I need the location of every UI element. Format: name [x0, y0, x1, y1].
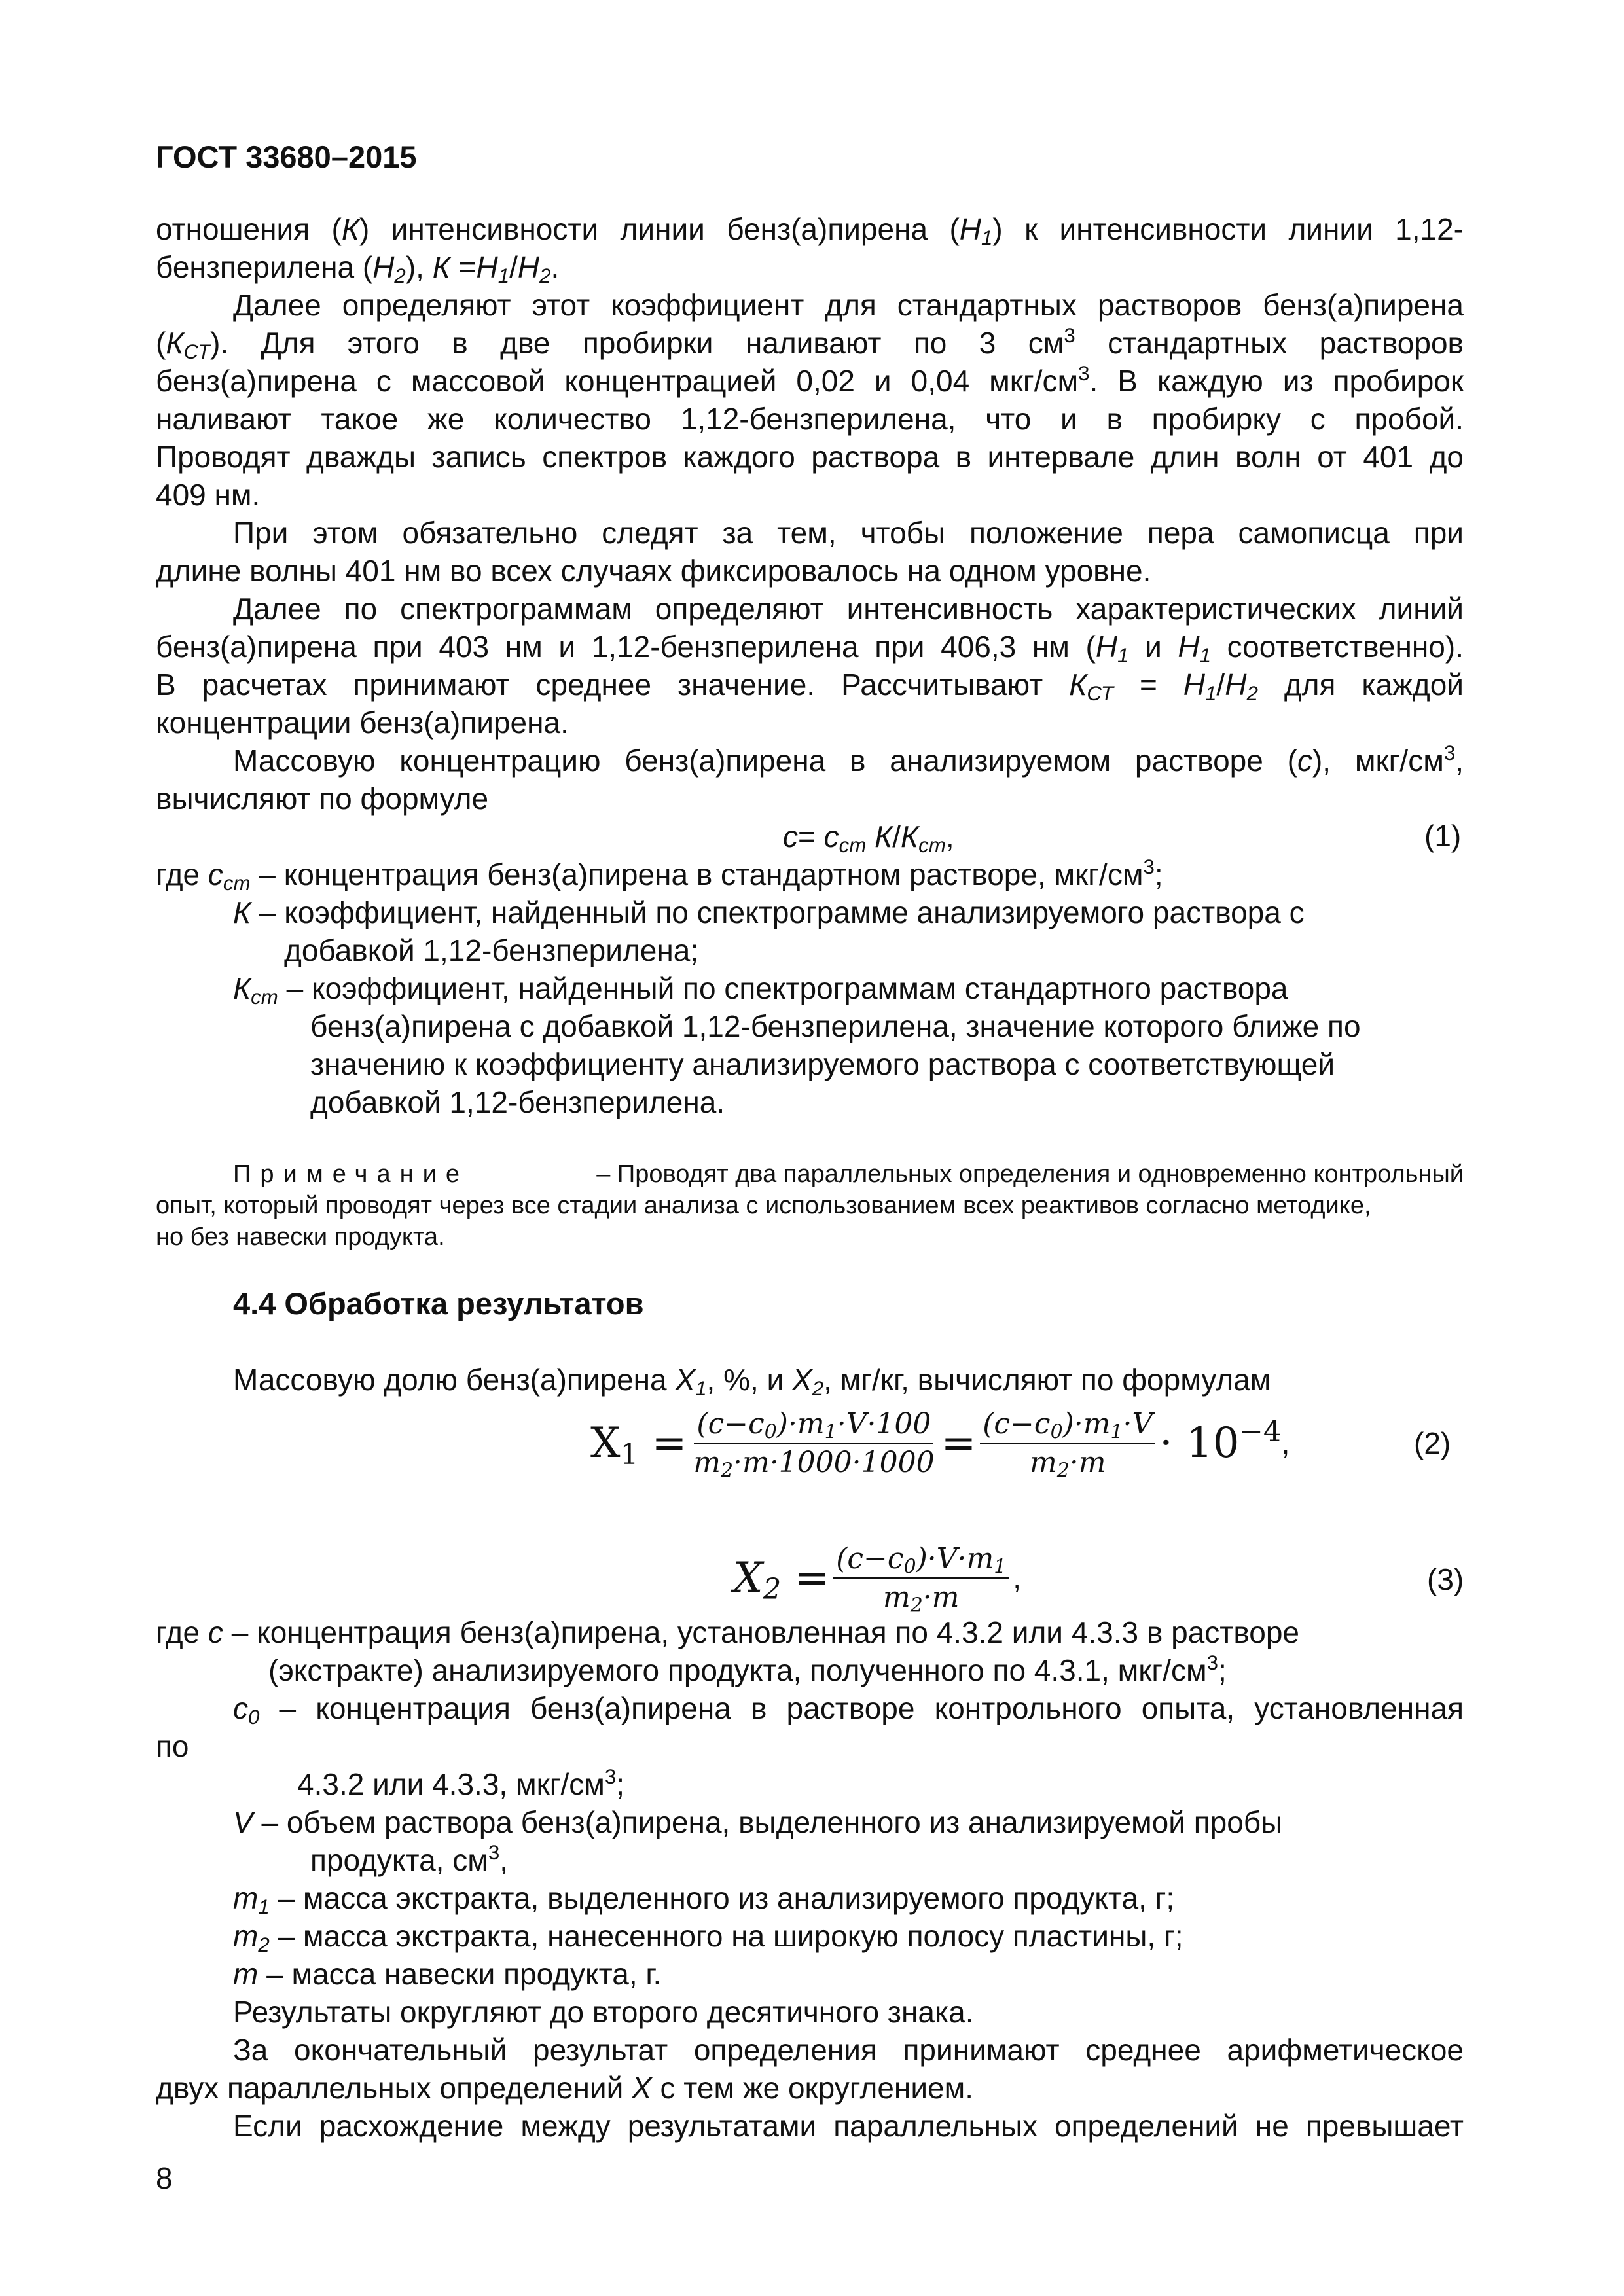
- formula-3-fraction: $\frac{(c-c_0)\cdot V\cdot m_1}{m_2\cdot m}$: [833, 1541, 1009, 1616]
- text-line: 4.3.2 или 4.3.3, мкг/$см^3$;: [297, 1765, 625, 1801]
- text-line: где $с_{ст}$ – концентрация бенз(а)пирена в стандартном растворе, мкг/$см^3$;: [156, 855, 1163, 895]
- page-number: 8: [156, 2161, 173, 2195]
- text-line: вычисляют по формуле: [156, 781, 489, 816]
- formula-3: $X_2$ = $\frac{(c-c_0)\cdot V\cdot m_1}{m_2\cdot m}$ ,: [733, 1541, 1022, 1617]
- text-line: Далее определяют этот коэффициент для стандартных растворов бенз(а)пирена: [233, 288, 1464, 322]
- text-line: К – коэффициент, найденный по спектрограмме анализируемого раствора с: [233, 895, 1305, 929]
- section-heading: 4.4 Обработка результатов: [233, 1286, 644, 1321]
- text-line: где с – концентрация бенз(а)пирена, установленная по 4.3.2 или 4.3.3 в растворе: [156, 1615, 1299, 1649]
- formula-1: $с= с_{ст}$ $К/К_{ст}$,: [783, 819, 954, 857]
- text-line: 409 нм.: [156, 478, 261, 512]
- text-line: $m_1$ – масса экстракта, выделенного из анализируемого продукта, г;: [233, 1881, 1175, 1918]
- equation-number-3: (3): [1427, 1562, 1464, 1596]
- standard-code: ГОСТ 33680–2015: [156, 139, 417, 174]
- equation-number-2: (2): [1414, 1426, 1451, 1460]
- document-header: [156, 139, 417, 175]
- text-line: (экстракте) анализируемого продукта, полученного по 4.3.1, мкг/$см^3$;: [268, 1651, 1227, 1687]
- text-line: концентрации бенз(а)пирена.: [156, 706, 569, 740]
- text-line: $К_{ст}$ – коэффициент, найденный по спектрограммам стандартного раствора: [233, 971, 1288, 1009]
- text-line: $(К_{СТ})$. Для этого в две пробирки наливают по 3 $см^3$ стандартных растворов: [156, 323, 1464, 363]
- note-line: опыт, который проводят через все стадии анализа с использованием всех реактивов согласно методике,: [156, 1192, 1371, 1219]
- text-line: За окончательный результат определения принимают среднее арифметическое: [233, 2033, 1464, 2067]
- text-line: значению к коэффициенту анализируемого раствора с соответствующей: [310, 1047, 1335, 1081]
- text-line: продукта, $см^3$,: [310, 1840, 509, 1877]
- equation-number-1: (1): [1424, 819, 1462, 853]
- text-line: по: [156, 1729, 189, 1763]
- text-line: В расчетах принимают среднее значение. Рассчитывают $К_{СТ} = Н_1/Н_2$ для каждой: [156, 668, 1464, 705]
- text-line: добавкой 1,12-бензперилена.: [310, 1085, 725, 1119]
- text-line: бенз(а)пирена при 403 нм и 1,12-бензперилена при 406,3 нм ($Н_1$ и $Н_1$ соответственно).: [156, 630, 1464, 667]
- formula-2-fraction-1: $\frac{(c-c_0)\cdot m_1\cdot V\cdot 100}{m_2\cdot m\cdot 1000\cdot 1000}$: [693, 1407, 935, 1482]
- text-line: m – масса навески продукта, г.: [233, 1957, 662, 1991]
- text-line: наливают такое же количество 1,12-бензперилена, что и в пробирку с пробой.: [156, 402, 1464, 436]
- text-line: При этом обязательно следят за тем, чтобы положение пера самописца при: [233, 516, 1464, 550]
- text-line: Результаты округляют до второго десятичного знака.: [233, 1995, 974, 2029]
- text-line: Массовую долю бенз(а)пирена $Х_1$, %, и $Х_2$, мг/кг, вычисляют по формулам: [233, 1363, 1271, 1400]
- text-line: Проводят дважды запись спектров каждого раствора в интервале длин волн от 401 до: [156, 440, 1464, 474]
- text-line: отношения (К) интенсивности линии бенз(а)пирена $(Н_1)$ к интенсивности линии 1,12-: [156, 212, 1464, 249]
- note-line: Примечание – Проводят два параллельных определения и одновременно контрольный: [233, 1158, 1464, 1190]
- text-line: длине волны 401 нм во всех случаях фиксировалось на одном уровне.: [156, 554, 1151, 588]
- note-label: Примечание: [233, 1160, 469, 1188]
- note-line: но без навески продукта.: [156, 1223, 445, 1251]
- text-line: Массовую концентрацию бенз(а)пирена в анализируемом растворе (с), мкг/$см^3$,: [233, 741, 1464, 778]
- formula-2: $X_1$ = $\frac{(c-c_0)\cdot m_1\cdot V\cdot 100}{m_2\cdot m\cdot 1000\cdot 1000}$ = $\frac{(c-c_0)\cdot m_1\cdot V}{m_2\cdot m}$ · $10^{-4}$ ,: [590, 1407, 1290, 1482]
- text-line: V – объем раствора бенз(а)пирена, выделенного из анализируемой пробы: [233, 1805, 1283, 1839]
- text-line: Далее по спектрограммам определяют интенсивность характеристических линий: [233, 592, 1464, 626]
- text-line: двух параллельных определений Х с тем же округлением.: [156, 2071, 974, 2105]
- formula-2-fraction-2: $\frac{(c-c_0)\cdot m_1\cdot V}{m_2\cdot m}$: [980, 1406, 1155, 1481]
- text-line: бенз(а)пирена с массовой концентрацией 0,02 и 0,04 мкг/$см^3$. В каждую из пробирок: [156, 361, 1464, 398]
- text-line: $с_0$ – концентрация бенз(а)пирена в растворе контрольного опыта, установленная: [233, 1691, 1464, 1729]
- text-line: бензперилена $(Н_2)$, $К =Н_1/Н_2$.: [156, 250, 560, 287]
- text-line: бенз(а)пирена с добавкой 1,12-бензперилена, значение которого ближе по: [310, 1009, 1361, 1043]
- text-line: $m_2$ – масса экстракта, нанесенного на широкую полосу пластины, г;: [233, 1919, 1183, 1956]
- text-line: Если расхождение между результатами параллельных определений не превышает: [233, 2109, 1464, 2143]
- text-line: добавкой 1,12-бензперилена;: [284, 933, 699, 967]
